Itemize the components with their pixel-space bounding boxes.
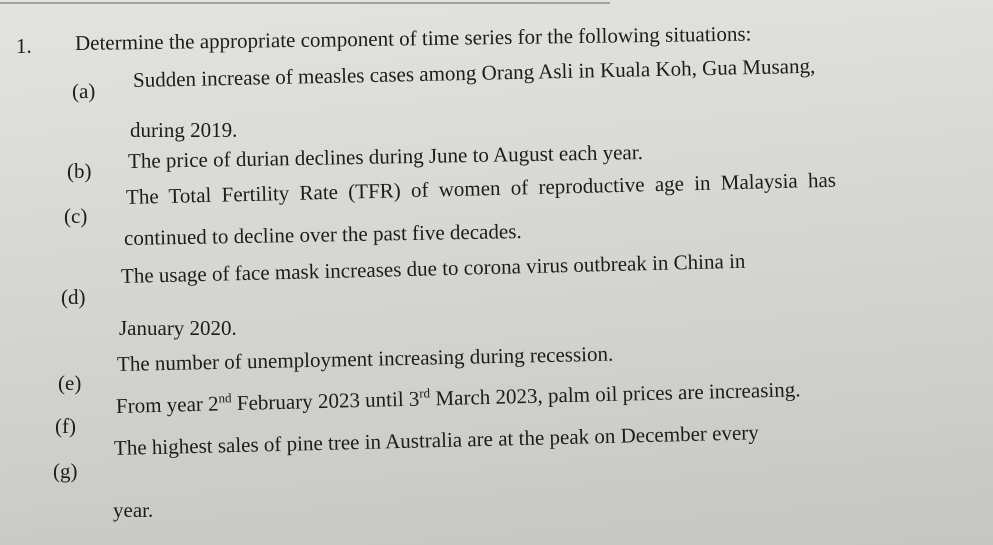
item-d-label: (d) — [61, 285, 86, 309]
item-d-line-2: January 2020. — [119, 316, 237, 340]
item-f-superscript-rd: rd — [419, 385, 431, 401]
item-c-line-2: continued to decline over the past five decades. — [123, 219, 522, 250]
item-f-text-c: March 2023, palm oil prices are increasing. — [429, 377, 801, 411]
item-f-superscript-nd: nd — [218, 390, 232, 406]
question-stem: Determine the appropriate component of time series for the following situations: — [74, 21, 752, 55]
item-f-text-b: February 2023 until 3 — [231, 386, 420, 416]
top-rule — [0, 2, 610, 4]
item-f-line-1 — [116, 376, 801, 419]
item-a-line-2: during 2019. — [130, 118, 238, 142]
item-f-label: (f) — [55, 414, 76, 438]
item-g-label: (g) — [53, 459, 78, 483]
item-d-line-1: The usage of face mask increases due to corona virus outbreak in China in — [120, 248, 746, 288]
item-a-line-1: Sudden increase of measles cases among Orang Asli in Kuala Koh, Gua Musang, — [132, 53, 816, 92]
item-g-line-1: The highest sales of pine tree in Australia are at the peak on December every — [113, 420, 760, 460]
item-e-label: (e) — [58, 371, 82, 395]
item-f-text-a: From year 2 — [115, 391, 219, 418]
item-c-line-1: The Total Fertility Rate (TFR) of women of reproductive age in Malaysia has — [125, 167, 837, 209]
item-a-label: (a) — [71, 78, 96, 104]
item-b-line-1: The price of durian declines during June to August each year. — [127, 140, 644, 173]
item-g-line-2: year. — [113, 498, 154, 522]
question-number: 1. — [16, 34, 32, 58]
item-c-label: (c) — [64, 204, 88, 228]
item-e-line-1: The number of unemployment increasing during recession. — [116, 341, 614, 376]
item-b-label: (b) — [67, 159, 92, 183]
